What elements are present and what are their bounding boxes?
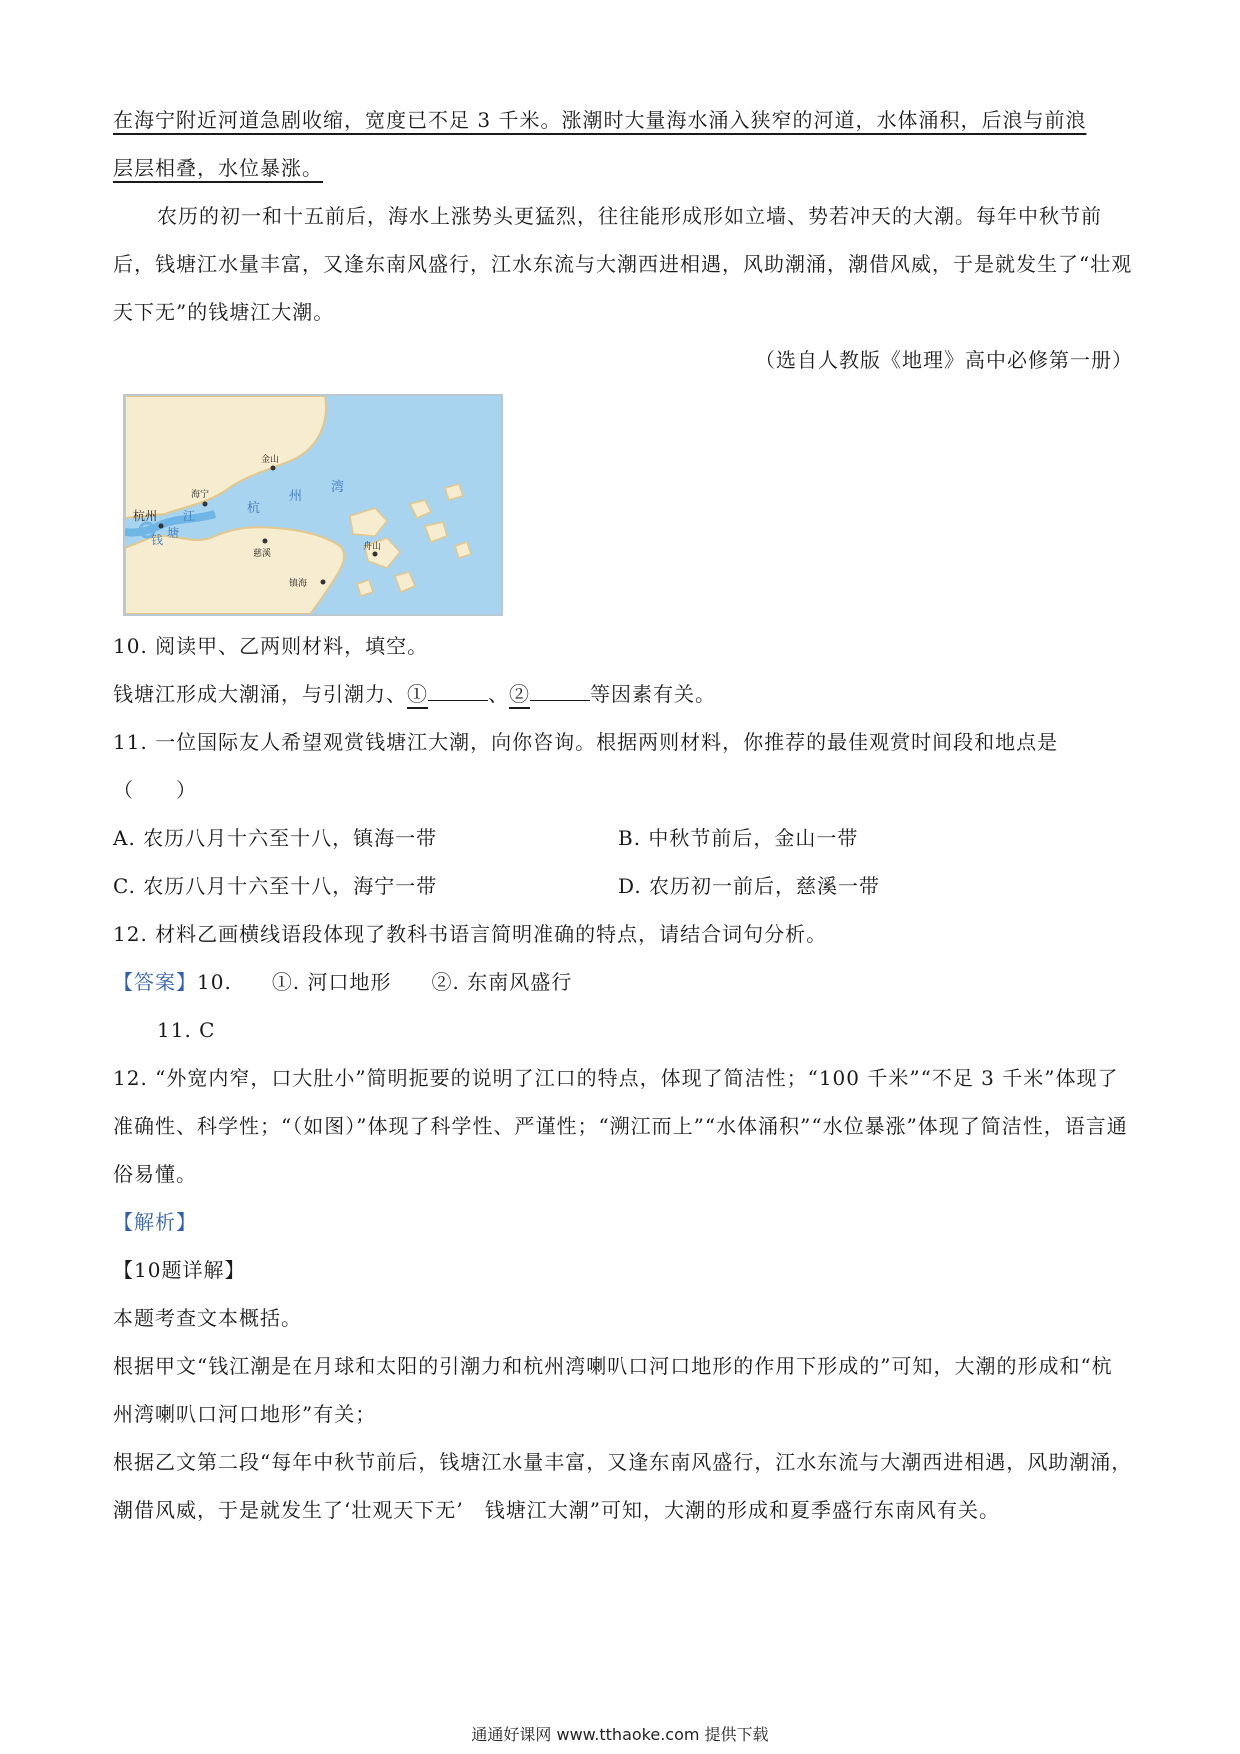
dot-jinshan: [271, 466, 276, 471]
q11-option-c[interactable]: C. 农历八月十六至十八，海宁一带: [113, 874, 438, 898]
q11-paren: （ ）: [113, 778, 197, 802]
q10-blank2[interactable]: [530, 678, 590, 701]
passage-source: （选自人教版《地理》高中必修第一册）: [755, 348, 1133, 372]
map-label-qian: 钱: [151, 533, 164, 547]
map-label-zhenhai: 镇海: [289, 579, 308, 589]
dot-zhoushan: [373, 552, 378, 557]
answer-11: 11. C: [157, 1018, 216, 1042]
analysis-line3: 根据乙文第二段“每年中秋节前后，钱塘江水量丰富，又逢东南风盛行，江水东流与大潮西进相遇，风助潮涌，潮借风威，于是就发生了‘壮观天下无’ 钱塘江大潮”可知，大潮的形成和夏季盛行东南风有关。: [113, 1450, 1133, 1522]
map-label-hangzhou: 杭州: [133, 509, 158, 523]
q11-stem: 11. 一位国际友人希望观赏钱塘江大潮，向你咨询。根据两则材料，你推荐的最佳观赏时间段和地点是: [113, 730, 1059, 754]
analysis-line2: 根据甲文“钱江潮是在月球和太阳的引潮力和杭州湾喇叭口河口地形的作用下形成的”可知，大潮的形成和“杭州湾喇叭口河口地形”有关；: [113, 1354, 1113, 1426]
q10-mark1: ①: [407, 682, 428, 706]
q10-fill-pre: 钱塘江形成大潮涌，与引潮力、: [113, 682, 407, 706]
answer-line: [113, 958, 1133, 1006]
map-label-hang: 杭: [247, 501, 261, 516]
document-page: [113, 96, 1133, 1534]
q11-options-row2: [113, 862, 1133, 910]
q12-stem: 12. 材料乙画横线语段体现了教科书语言简明准确的特点，请结合词句分析。: [113, 922, 828, 946]
q10-mark2: ②: [509, 682, 530, 706]
analysis-line1: 本题考查文本概括。: [113, 1306, 302, 1330]
map-label-cixi: 慈溪: [253, 549, 272, 559]
answer-12: 12. “外宽内窄，口大肚小”简明扼要的说明了江口的特点，体现了简洁性；“100 千米”“不足 3 千米”体现了准确性、科学性；“（如图）”体现了科学性、严谨性；“溯江而上”“水体涌积”“水位暴涨”体现了简洁性，语言通俗易懂。: [113, 1066, 1128, 1186]
dot-zhenhai: [321, 580, 326, 585]
map-label-jinshan: 金山: [261, 455, 280, 465]
q10-sep: 、: [488, 682, 509, 706]
q10-fill: [113, 670, 1133, 718]
dot-hangzhou: [159, 524, 164, 529]
qiantang-map: [123, 394, 503, 616]
analysis-sub10: 【10题详解】: [113, 1258, 246, 1282]
dot-cixi: [263, 539, 268, 544]
answer-tag: 【答案】: [113, 970, 197, 994]
map-label-wan: 湾: [331, 480, 345, 495]
map-label-haining: 海宁: [191, 490, 210, 500]
answer-10-part1: ①. 河口地形: [271, 970, 392, 994]
answer-10-num: 10.: [197, 970, 232, 994]
q11-option-a[interactable]: A. 农历八月十六至十八，镇海一带: [113, 826, 438, 850]
q10-blank1[interactable]: [428, 678, 488, 701]
map-label-jiang: 江: [183, 509, 196, 523]
passage-paragraph-2: 农历的初一和十五前后，海水上涨势头更猛烈，往往能形成形如立墙、势若冲天的大潮。每年中秋节前后，钱塘江水量丰富，又逢东南风盛行，江水东流与大潮西进相遇，风助潮涌，潮借风威，于是就发生了“壮观天下无”的钱塘江大潮。: [113, 204, 1133, 324]
dot-haining: [203, 502, 208, 507]
map-label-zhou: 州: [289, 489, 303, 504]
passage-underlined-line1: 在海宁附近河道急剧收缩，宽度已不足 3 千米。涨潮时大量海水涌入狭窄的河道，水体涌积，后浪与前浪: [113, 108, 1087, 132]
map-figure: [125, 396, 501, 614]
q11-option-b[interactable]: B. 中秋节前后，金山一带: [618, 826, 859, 850]
passage-underlined-line2: 层层相叠，水位暴涨。: [113, 156, 323, 180]
answer-10-part2: ②. 东南风盛行: [431, 970, 573, 994]
page-footer: 通通好课网 www.tthaoke.com 提供下载: [471, 1725, 769, 1744]
q11-options-row1: [113, 814, 1133, 862]
q10-fill-post: 等因素有关。: [590, 682, 716, 706]
map-label-zhoushan: 舟山: [363, 542, 382, 552]
q11-option-d[interactable]: D. 农历初一前后，慈溪一带: [618, 874, 881, 898]
map-label-tang: 塘: [167, 526, 180, 540]
q10-stem: 10. 阅读甲、乙两则材料，填空。: [113, 634, 429, 658]
analysis-tag: 【解析】: [113, 1210, 197, 1234]
